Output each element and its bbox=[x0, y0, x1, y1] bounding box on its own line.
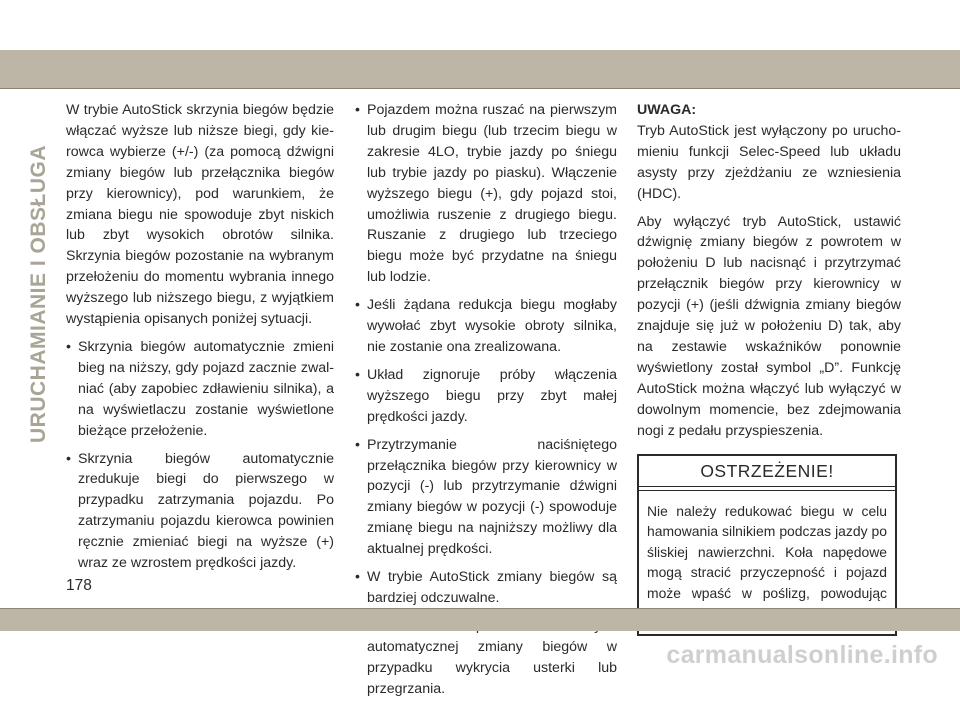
page-number: 178 bbox=[66, 577, 92, 594]
warning-text: Nie należy redukować biegu w celu hamowania silnikiem podczas jazdy po śliskiej nawierzchni. Koła napędowe mogą stracić przyczepność i pojazd może wpaść w poślizg, powodując bbox=[647, 502, 887, 601]
column-3 bbox=[637, 100, 901, 636]
note-paragraph-2: Aby wyłączyć tryb AutoStick, ustawić dźwignię zmiany biegów z powrotem w położeniu D lub nacisnąć i przytrzymać przełącznik biegów przy kierownicy w pozycji (+) (jeśli dźwignia zmiany biegów znajduje się już w położeniu D) tak, aby na zestawie wskaźników ponownie wyświetlony został symbol „D”. Funkcję AutoStick można włączyć lub wyłączyć w dowolnym momencie, bez zdejmowania nogi z pedału przyspieszenia. bbox=[637, 213, 901, 439]
intro-paragraph: W trybie AutoStick skrzynia biegów będzie włączać wyższe lub niższe biegi, gdy kierowca wybierze (+/-) (za pomocą dźwigni zmiany biegów lub przełącznika biegów przy kierownicy), pod warunkiem, że zmiana biegu nie spowoduje zbyt niskich lub zbyt wysokich obrotów silnika. Skrzynia biegów pozostanie na wybranym przełożeniu do momentu wybrania innego wyższego lub niższego biegu, z wyjątkiem wystąpienia opisanych poniżej sytuacji. bbox=[66, 102, 334, 328]
list-item: • Przytrzymanie naciśniętego przełącznika biegów przy kierownicy w pozycji (-) lub przytrzymanie dźwigni zmiany biegów w pozycji (-) spowoduje zmianę biegu na najniższy możliwy dla aktualnej prędkości. bbox=[355, 435, 617, 560]
list-item: • Jeśli żądana redukcja biegu mogłaby wywołać zbyt wysokie obroty silnika, nie zostanie ona zrealizowana. bbox=[355, 295, 617, 358]
list-item: • Skrzynia biegów automatycznie zmieni bieg na niższy, gdy pojazd zacznie zwalniać (aby zapobiec zdławieniu silnika), a na wyświetlaczu zostanie wyświetlone bieżące przełożenie. bbox=[66, 337, 334, 442]
watermark: carmanualsonline.info bbox=[666, 641, 938, 669]
list-item: • Układ zignoruje próby włączenia wyższego biegu przy zbyt małej prędkości jazdy. bbox=[355, 365, 617, 428]
section-title-vertical: URUCHAMIANIE I OBSŁUGA bbox=[27, 145, 50, 443]
bullet-list-1 bbox=[66, 337, 334, 574]
top-margin bbox=[0, 0, 960, 50]
list-item: • automatycznej zmiany biegów w przypadku wykrycia usterki lub przegrzania. bbox=[355, 616, 617, 700]
column-1 bbox=[66, 100, 334, 581]
footer-bar bbox=[0, 609, 960, 631]
warning-title: OSTRZEŻENIE! bbox=[639, 456, 895, 487]
list-item: • Pojazdem można ruszać na pierwszym lub drugim biegu (lub trzecim biegu w zakresie 4LO, trybie jazdy po śniegu lub trybie jazdy po piasku). Włączenie wyższego biegu (+), gdy pojazd stoi, umożliwia ruszenie z drugiego biegu. Ruszanie z drugiego lub trzeciego biegu może być przydatne na śniegu lub lodzie. bbox=[355, 100, 617, 288]
note-title: UWAGA: bbox=[637, 102, 697, 118]
header-rule bbox=[0, 88, 960, 89]
note-paragraph-1: Tryb AutoStick jest wyłączony po uruchomieniu funkcji Selec-Speed lub układu asysty przy zjeżdżaniu ze wzniesienia (HDC). bbox=[637, 122, 901, 202]
list-item: • Skrzynia biegów automatycznie zredukuje biegi do pierwszego w przypadku zatrzymania pojazdu. Po zatrzymaniu pojazdu kierowca powinien ręcznie zmieniać biegi na wyższe (+) wraz ze wzrostem prędkości jazdy. bbox=[66, 449, 334, 574]
header-bar bbox=[0, 50, 960, 88]
list-item: • W trybie AutoStick zmiany biegów są bardziej odczuwalne. bbox=[355, 567, 617, 609]
